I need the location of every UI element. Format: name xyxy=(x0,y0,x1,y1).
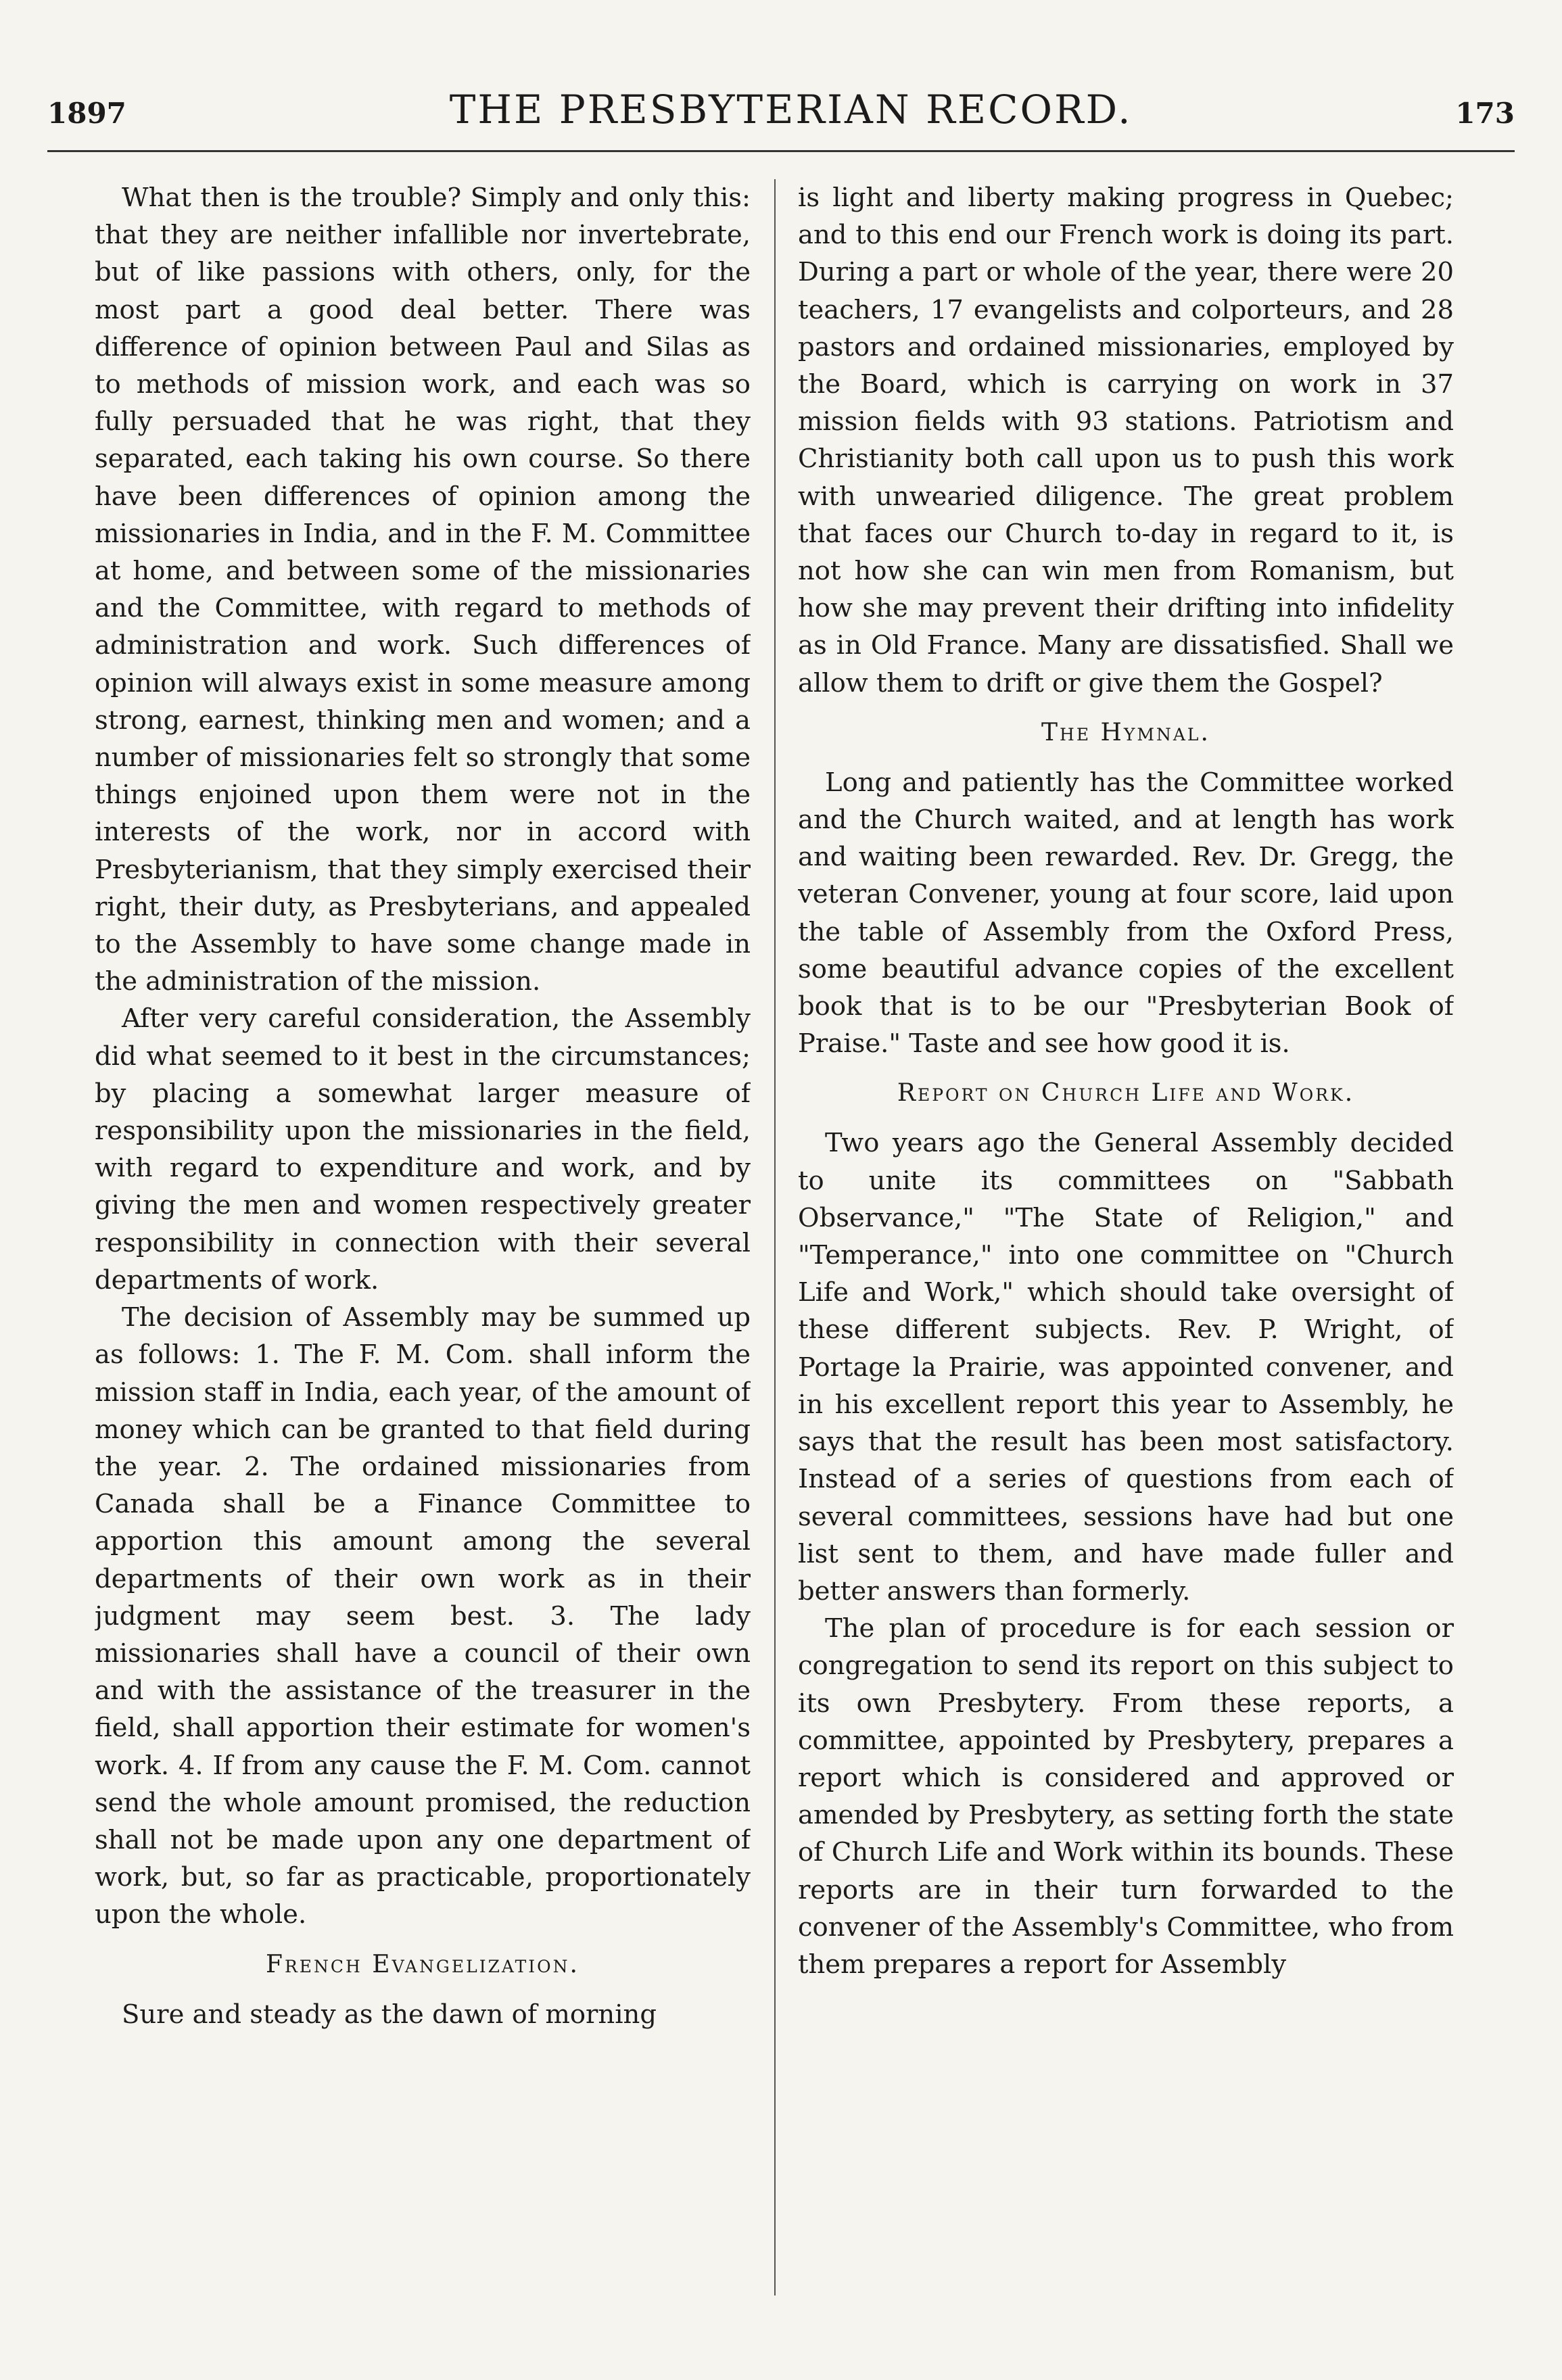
paragraph: After very careful consideration, the Assembly did what seemed to it best in the circumstances; by placing a somewhat larger measure of responsibility upon the missionaries in the field, with regard to expenditure and work, and by giving the men and women respectively greater responsibility in connection with their several departments of work. xyxy=(95,1003,751,1295)
header-year: 1897 xyxy=(47,97,126,130)
paragraph: is light and liberty making progress in Quebec; and to this end our French work is doing its part. During a part or whole of the year, there were 20 teachers, 17 evangelists and colporteurs, and 28 pastors and ordained missionaries, employed by the Board, which is carrying on work in 37 mission fields with 93 stations. Patriotism and Christianity both call upon us to push this work with unwearied diligence. The great problem that faces our Church to-day in regard to it, is not how she can win men from Romanism, but how she may prevent their drifting into infidelity as in Old France. Many are dissatisfied. Shall we allow them to drift or give them the Gospel? xyxy=(798,183,1454,698)
section-heading-hymnal: The Hymnal. xyxy=(1041,718,1210,746)
page-number: 173 xyxy=(1455,97,1515,130)
paragraph: Long and patiently has the Committee worked and the Church waited, and at length has work and waiting been rewarded. Rev. Dr. Gregg, the veteran Convener, young at four score, laid upon the table of Assembly from the Oxford Press, some beautiful advance copies of the excellent book that is to be our "Presbyterian Book of Praise." Taste and see how good it is. xyxy=(798,767,1454,1060)
paragraph: The plan of procedure is for each session or congregation to send its report on this subject to its own Presbytery. From these reports, a committee, appointed by Presbytery, prepares a report which is considered and approved or amended by Presbytery, as setting forth the state of Church Life and Work within its bounds. These reports are in their turn forwarded to the convener of the Assembly's Committee, who from them prepares a report for Assembly xyxy=(798,1613,1454,1980)
article-columns xyxy=(95,179,1467,2309)
section-heading-french-evangelization: French Evangelization. xyxy=(266,1950,579,1978)
publication-title: THE PRESBYTERIAN RECORD. xyxy=(449,87,1133,133)
left-column xyxy=(95,179,751,2309)
paragraph: The decision of Assembly may be summed up as follows: 1. The F. M. Com. shall inform the mission staff in India, each year, of the amount of money which can be granted to that field during the year. 2. The ordained missionaries from Canada shall be a Finance Committee to apportion this amount among the several departments of their own work as in their judgment may seem best. 3. The lady missionaries shall have a council of their own and with the assistance of the treasurer in the field, shall apportion their estimate for women's work. 4. If from any cause the F. M. Com. cannot send the whole amount promised, the reduction shall not be made upon any one department of work, but, so far as practicable, proportionately upon the whole. xyxy=(95,1302,751,1930)
header-rule xyxy=(47,150,1515,152)
paragraph: Sure and steady as the dawn of morning xyxy=(122,1999,657,2030)
paragraph: Two years ago the General Assembly decided to unite its committees on "Sabbath Observance," "The State of Religion," and "Temperance," into one committee on "Church Life and Work," which should take oversight of these different subjects. Rev. P. Wright, of Portage la Prairie, was appointed convener, and in his excellent report this year to Assembly, he says that the result has been most satisfactory. Instead of a series of questions from each of several committees, sessions have had but one list sent to them, and have made fuller and better answers than formerly. xyxy=(798,1128,1454,1606)
paragraph: What then is the trouble? Simply and only this: that they are neither infallible nor invertebrate, but of like passions with others, only, for the most part a good deal better. There was difference of opinion between Paul and Silas as to methods of mission work, and each was so fully persuaded that he was right, that they separated, each taking his own course. So there have been differences of opinion among the missionaries in India, and in the F. M. Committee at home, and between some of the missionaries and the Committee, with regard to methods of administration and work. Such differences of opinion will always exist in some measure among strong, earnest, thinking men and women; and a number of missionaries felt so strongly that some things enjoined upon them were not in the interests of the work, nor in accord with Presbyterianism, that they simply exercised their right, their duty, as Presbyterians, and appealed to the Assembly to have some change made in the administration of the mission. xyxy=(95,183,751,997)
section-heading-church-life: Report on Church Life and Work. xyxy=(897,1079,1355,1108)
right-column xyxy=(798,179,1454,2309)
column-divider xyxy=(774,179,776,2295)
page-header xyxy=(47,87,1515,141)
